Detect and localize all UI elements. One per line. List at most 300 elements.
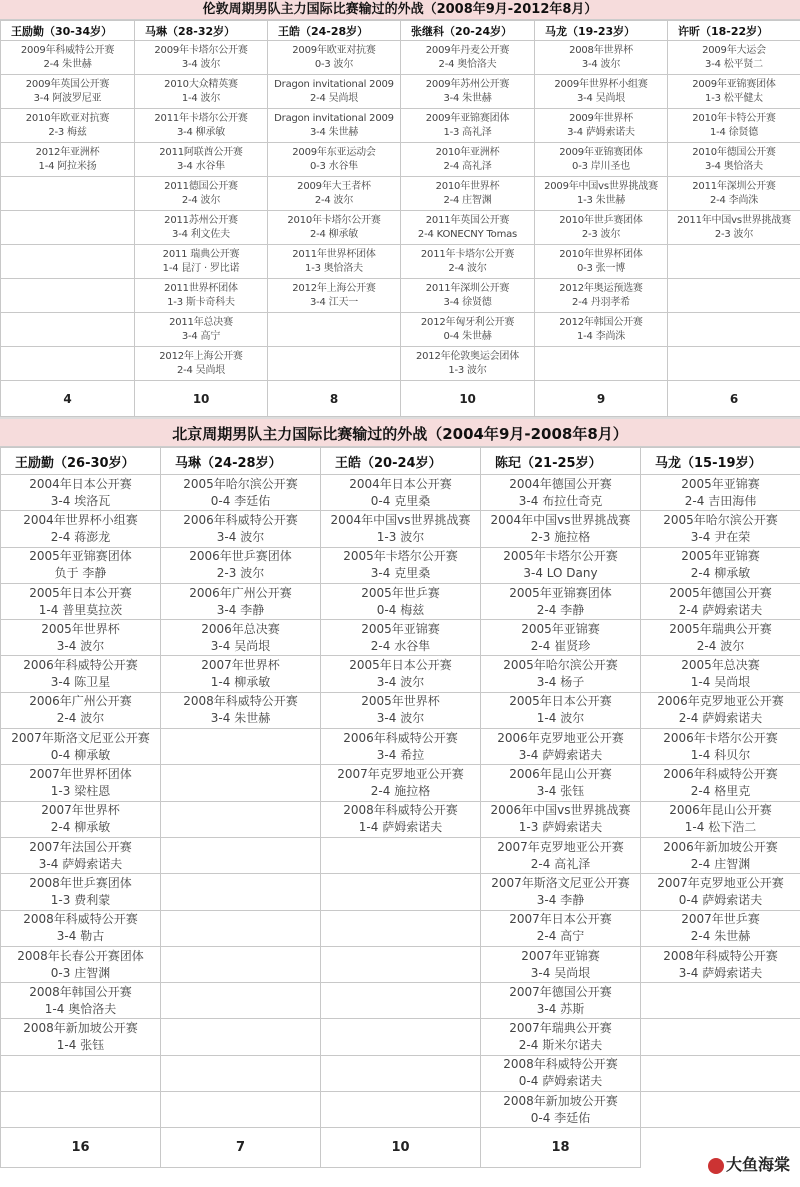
match-result: 2-4 柳承敏: [690, 566, 751, 581]
table-cell: [641, 1055, 800, 1091]
table-cell: [481, 1092, 641, 1128]
tournament-name: 2011年卡塔尔公开赛: [154, 112, 248, 124]
table-cell: [161, 656, 321, 692]
match-result: 1-4 张钰: [56, 1038, 105, 1053]
match-entry: [481, 1020, 640, 1054]
match-result: 1-4 柳承敏: [210, 675, 271, 690]
tournament-name: 2009年世界杯: [569, 112, 633, 124]
table-row: [1, 946, 800, 982]
tournament-name: 2009年亚锦赛团体: [559, 146, 643, 158]
table-cell: [321, 983, 481, 1019]
table-cell: [481, 983, 641, 1019]
match-entry: [535, 316, 667, 344]
table-cell: [161, 765, 321, 801]
match-result: 2-4 施拉格: [370, 784, 431, 799]
tournament-name: 2008年科威特公开赛: [23, 912, 138, 927]
match-entry: [135, 180, 267, 208]
match-entry: [668, 180, 800, 208]
column-header: 马琳（28-32岁）: [135, 21, 268, 41]
tournament-name: 2005年哈尔滨公开赛: [663, 512, 778, 527]
table2-title: 北京周期男队主力国际比赛输过的外战（2004年9月-2008年8月）: [0, 417, 800, 447]
table-cell: [641, 475, 800, 511]
tournament-name: 2012年韩国公开赛: [559, 316, 643, 328]
match-entry: [401, 78, 534, 106]
table1-header-row: [1, 21, 800, 41]
tournament-name: 2005年亚锦赛: [681, 549, 760, 564]
table-cell: [1, 946, 161, 982]
match-result: 0-4 萨姆索诺夫: [518, 1074, 603, 1089]
match-entry: [668, 112, 800, 140]
tournament-name: 2010年德国公开赛: [692, 146, 776, 158]
match-result: 3-4 张钰: [536, 784, 585, 799]
match-entry: [481, 802, 640, 836]
tournament-name: 2005年亚锦赛团体: [29, 549, 132, 564]
match-entry: [135, 112, 267, 140]
table-cell: [481, 583, 641, 619]
match-result: 2-3 波尔: [714, 228, 754, 240]
table-cell: [1, 1019, 161, 1055]
table-cell: [481, 547, 641, 583]
match-result: 1-4 徐贤德: [709, 126, 759, 138]
match-result: 1-4 科贝尔: [690, 747, 751, 762]
table-cell: [481, 765, 641, 801]
table-cell: [161, 983, 321, 1019]
match-result: 3-4 利文佐夫: [172, 228, 230, 240]
tournament-name: 2011年中国vs世界挑战赛: [677, 214, 791, 226]
table-row: [1, 692, 800, 728]
table-row: [1, 547, 800, 583]
tournament-name: 2010年欧亚对抗赛: [25, 112, 110, 124]
tournament-name: 2005年日本公开赛: [349, 658, 452, 673]
match-result: 2-4 奥恰洛夫: [438, 58, 497, 70]
match-entry: [535, 112, 667, 140]
match-result: 1-3 高礼泽: [443, 126, 492, 138]
table-row: [1, 837, 800, 873]
table-cell: [641, 983, 800, 1019]
match-entry: [161, 621, 320, 655]
match-entry: [481, 730, 640, 764]
match-entry: [641, 512, 800, 546]
table-cell: [135, 245, 268, 279]
match-entry: [1, 657, 160, 691]
table-cell: [481, 910, 641, 946]
tournament-name: 2010年世界杯: [435, 180, 500, 192]
tournament-name: 2009年亚锦赛团体: [425, 112, 510, 124]
tournament-name: 2011年卡塔尔公开赛: [420, 248, 515, 260]
match-result: 1-4 阿拉米扬: [38, 160, 97, 172]
tournament-name: 2005年世界杯: [361, 694, 440, 709]
match-result: 3-4 萨姆索诺夫: [678, 965, 763, 980]
match-result: 3-4 克里桑: [370, 566, 431, 581]
tournament-name: 2005年日本公开赛: [29, 585, 132, 600]
tournament-name: 2007年世界杯团体: [29, 767, 132, 782]
match-entry: [1, 512, 160, 546]
tournament-name: 2004年中国vs世界挑战赛: [330, 512, 471, 527]
table-cell: [1, 177, 135, 211]
table-cell: [401, 279, 535, 313]
match-entry: [481, 657, 640, 691]
loss-count: 10: [401, 381, 535, 417]
table-cell: [481, 1055, 641, 1091]
match-entry: [321, 548, 480, 582]
match-result: 3-4 李静: [216, 602, 265, 617]
tournament-name: 2006年克罗地亚公开赛: [657, 694, 784, 709]
tournament-name: 2008年韩国公开赛: [29, 984, 132, 999]
match-entry: [641, 657, 800, 691]
table-cell: [1, 801, 161, 837]
table-cell: [668, 109, 800, 143]
table-cell: [321, 547, 481, 583]
match-entry: [135, 78, 267, 106]
tournament-name: 2012年奥运预选赛: [559, 282, 643, 294]
loss-count: 10: [321, 1128, 481, 1168]
match-result: 2-4 高礼泽: [443, 160, 492, 172]
loss-count: 7: [161, 1128, 321, 1168]
match-result: 2-4 萨姆索诺夫: [678, 711, 763, 726]
match-entry: [481, 911, 640, 945]
match-result: 1-4 吴尚垠: [690, 675, 751, 690]
match-result: 1-4 奥恰洛夫: [44, 1001, 117, 1016]
match-result: 3-4 奥恰洛夫: [705, 160, 763, 172]
table-cell: [161, 910, 321, 946]
match-entry: [401, 44, 534, 72]
match-result: 2-4 朱世赫: [43, 58, 92, 70]
match-result: 3-4 江天一: [309, 296, 359, 308]
match-result: 3-4 徐贤德: [443, 296, 492, 308]
table-cell: [268, 347, 401, 381]
column-header: 王励勤（30-34岁）: [1, 21, 135, 41]
tournament-name: 2006年昆山公开赛: [509, 767, 612, 782]
match-result: 0-3 波尔: [314, 58, 354, 70]
column-header: 马龙（15-19岁）: [641, 448, 800, 475]
table-cell: [1, 211, 135, 245]
table-cell: [1, 1055, 161, 1091]
match-entry: [321, 512, 480, 546]
table-cell: [481, 1019, 641, 1055]
match-result: 2-4 庄智渊: [690, 856, 751, 871]
table-cell: [641, 910, 800, 946]
tournament-name: 2005年哈尔滨公开赛: [183, 476, 298, 491]
tournament-name: 2004年日本公开赛: [349, 476, 452, 491]
match-entry: [1, 875, 160, 909]
match-result: 0-4 李廷佑: [210, 493, 271, 508]
table-cell: [161, 475, 321, 511]
tournament-name: 2007年斯洛文尼亚公开赛: [491, 875, 630, 890]
match-entry: [535, 248, 667, 276]
tournament-name: 2011 瑞典公开赛: [162, 248, 240, 260]
match-result: 2-4 柳承敏: [50, 820, 111, 835]
match-entry: [268, 180, 400, 208]
match-result: 0-4 克里桑: [370, 493, 431, 508]
tournament-name: 2009年卡塔尔公开赛: [154, 44, 248, 56]
match-entry: [268, 146, 400, 174]
match-entry: [401, 248, 534, 276]
table-row: [1, 211, 800, 245]
match-entry: [1, 548, 160, 582]
match-entry: [161, 585, 320, 619]
match-entry: [481, 1093, 640, 1127]
tournament-name: 2004年中国vs世界挑战赛: [490, 512, 631, 527]
table-cell: [401, 41, 535, 75]
match-result: 0-3 庄智渊: [50, 965, 111, 980]
match-entry: [641, 766, 800, 800]
tournament-name: 2005年亚锦赛: [521, 621, 600, 636]
match-entry: [321, 766, 480, 800]
match-entry: [135, 248, 267, 276]
table-cell: [161, 547, 321, 583]
column-header: 陈玘（21-25岁）: [481, 448, 641, 475]
table-cell: [535, 279, 668, 313]
match-entry: [268, 78, 400, 106]
table-cell: [321, 1092, 481, 1128]
table-cell: [641, 1092, 800, 1128]
table-cell: [161, 692, 321, 728]
table-cell: [481, 692, 641, 728]
tournament-name: 2010年亚洲杯: [435, 146, 500, 158]
table-row: [1, 801, 800, 837]
match-entry: [481, 693, 640, 727]
table-cell: [321, 874, 481, 910]
table-cell: [481, 837, 641, 873]
match-result: 3-4 朱世赫: [210, 711, 271, 726]
match-entry: [481, 1056, 640, 1090]
table-cell: [535, 313, 668, 347]
table-cell: [161, 1019, 321, 1055]
table-cell: [535, 109, 668, 143]
table-cell: [668, 211, 800, 245]
tournament-name: 2004年日本公开赛: [29, 476, 132, 491]
table-row: [1, 109, 800, 143]
match-entry: [481, 984, 640, 1018]
table-cell: [641, 620, 800, 656]
tournament-name: 2009年丹麦公开赛: [425, 44, 510, 56]
tournament-name: 2006年科威特公开赛: [23, 658, 138, 673]
table-row: [1, 765, 800, 801]
table-cell: [401, 143, 535, 177]
tournament-name: 2007年克罗地亚公开赛: [657, 875, 784, 890]
match-result: 2-4 波尔: [696, 638, 745, 653]
table1: [0, 20, 800, 417]
tournament-name: 2005年瑞典公开赛: [669, 621, 772, 636]
table-cell: [321, 692, 481, 728]
tournament-name: 2012年上海公开赛: [292, 282, 376, 294]
table-row: [1, 983, 800, 1019]
match-result: 2-4 波尔: [181, 194, 221, 206]
column-header: 王励勤（26-30岁）: [1, 448, 161, 475]
match-result: 3-4 李静: [536, 892, 585, 907]
table-cell: [161, 583, 321, 619]
table-cell: [1, 347, 135, 381]
table-cell: [1, 511, 161, 547]
match-entry: [535, 180, 667, 208]
match-result: 3-4 朱世赫: [443, 92, 492, 104]
match-entry: [161, 657, 320, 691]
table-cell: [641, 511, 800, 547]
match-entry: [1, 621, 160, 655]
match-entry: [401, 214, 534, 242]
match-result: 2-4 吴尚垠: [176, 364, 226, 376]
table-cell: [535, 211, 668, 245]
match-result: 2-4 吴尚垠: [309, 92, 359, 104]
table-cell: [135, 347, 268, 381]
table-cell: [481, 475, 641, 511]
match-entry: [1, 730, 160, 764]
table-cell: [321, 1019, 481, 1055]
table-row: [1, 910, 800, 946]
column-header: 马龙（19-23岁）: [535, 21, 668, 41]
table-cell: [268, 109, 401, 143]
table-cell: [1, 983, 161, 1019]
table-cell: [161, 1055, 321, 1091]
match-result: 1-3 松平健太: [705, 92, 763, 104]
tournament-name: 2006年总决赛: [201, 621, 280, 636]
table-cell: [268, 211, 401, 245]
match-result: 3-4 苏斯: [536, 1001, 585, 1016]
match-result: 3-4 吴尚垠: [210, 638, 271, 653]
match-entry: [1, 585, 160, 619]
match-result: 3-4 埃洛瓦: [50, 493, 111, 508]
tournament-name: 2008年科威特公开赛: [183, 694, 298, 709]
table-cell: [321, 729, 481, 765]
table-row: [1, 511, 800, 547]
table-cell: [268, 279, 401, 313]
match-result: 0-4 萨姆索诺夫: [678, 892, 763, 907]
table-cell: [321, 511, 481, 547]
loss-count: 9: [535, 381, 668, 417]
match-entry: [135, 214, 267, 242]
match-entry: [268, 112, 400, 140]
match-result: 3-4 LO Dany: [523, 566, 598, 581]
tournament-name: 2006年科威特公开赛: [183, 512, 298, 527]
match-entry: [641, 875, 800, 909]
table-cell: [668, 177, 800, 211]
tournament-name: 2004年德国公开赛: [509, 476, 612, 491]
table-cell: [481, 511, 641, 547]
table-cell: [321, 475, 481, 511]
table-cell: [1, 547, 161, 583]
match-entry: [321, 621, 480, 655]
table-row: [1, 41, 800, 75]
match-entry: [161, 476, 320, 510]
match-entry: [1, 44, 134, 72]
match-result: 1-4 松下浩二: [684, 820, 757, 835]
tournament-name: 2005年世界杯: [41, 621, 120, 636]
match-entry: [641, 802, 800, 836]
match-result: 3-4 尹在荣: [690, 529, 751, 544]
table-cell: [321, 583, 481, 619]
table-cell: [1, 837, 161, 873]
match-result: 2-4 丹羽孝希: [572, 296, 630, 308]
match-result: 2-4 波尔: [448, 262, 487, 274]
tournament-name: 2011阿联酋公开赛: [159, 146, 243, 158]
match-entry: [321, 585, 480, 619]
match-result: 2-4 柳承敏: [309, 228, 359, 240]
table-cell: [641, 692, 800, 728]
tournament-name: 2005年卡塔尔公开赛: [343, 549, 458, 564]
tournament-name: 2005年日本公开赛: [509, 694, 612, 709]
match-entry: [135, 350, 267, 378]
table-cell: [135, 177, 268, 211]
tournament-name: 2007年法国公开赛: [29, 839, 132, 854]
match-result: 1-3 斯卡奇科夫: [167, 296, 235, 308]
match-entry: [481, 839, 640, 873]
match-entry: [641, 585, 800, 619]
table-cell: [641, 729, 800, 765]
table-cell: [268, 177, 401, 211]
table-cell: [535, 347, 668, 381]
tournament-name: 2011年英国公开赛: [425, 214, 510, 226]
column-header: 许昕（18-22岁）: [668, 21, 800, 41]
table-cell: [1, 143, 135, 177]
tournament-name: 2008年科威特公开赛: [343, 803, 458, 818]
tournament-name: 2009年英国公开赛: [25, 78, 110, 90]
table-cell: [535, 75, 668, 109]
table-cell: [161, 946, 321, 982]
match-entry: [1, 1020, 160, 1054]
table-cell: [641, 946, 800, 982]
match-result: 3-4 希拉: [376, 747, 425, 762]
tournament-name: 2009年中国vs世界挑战赛: [544, 180, 658, 192]
tournament-name: 2008年世界杯: [569, 44, 633, 56]
match-result: 2-4 波尔: [314, 194, 354, 206]
match-result: 2-3 施拉格: [530, 529, 591, 544]
match-result: 负于 李静: [54, 566, 107, 581]
match-entry: [641, 911, 800, 945]
match-entry: [1, 693, 160, 727]
match-result: 1-3 费利蒙: [50, 892, 111, 907]
table-cell: [1, 729, 161, 765]
table-cell: [1, 765, 161, 801]
tournament-name: 2011年世界杯团体: [292, 248, 376, 260]
match-result: 3-4 阿波罗尼亚: [33, 92, 102, 104]
tournament-name: 2007年世界杯: [201, 658, 280, 673]
tournament-name: 2007年日本公开赛: [509, 912, 612, 927]
tournament-name: 2009年科威特公开赛: [20, 44, 115, 56]
tournament-name: 2008年长春公开赛团体: [17, 948, 144, 963]
table-row: [1, 583, 800, 619]
table-cell: [321, 620, 481, 656]
match-entry: [1, 146, 134, 174]
match-result: 0-3 岸川圣也: [572, 160, 630, 172]
table-row: [1, 874, 800, 910]
table-cell: [641, 547, 800, 583]
table-row: [1, 656, 800, 692]
table-cell: [641, 583, 800, 619]
table-cell: [535, 41, 668, 75]
table2: [0, 447, 800, 1168]
match-entry: [268, 44, 400, 72]
match-result: 2-4 波尔: [56, 711, 105, 726]
table-cell: [401, 347, 535, 381]
match-result: 3-4 水谷隼: [176, 160, 226, 172]
match-entry: [481, 512, 640, 546]
table-cell: [1, 245, 135, 279]
table-cell: [161, 620, 321, 656]
match-entry: [641, 621, 800, 655]
match-entry: [401, 316, 534, 344]
match-entry: [321, 802, 480, 836]
tournament-name: Dragon invitational 2009: [274, 112, 394, 124]
match-entry: [481, 548, 640, 582]
tournament-name: 2012年上海公开赛: [159, 350, 243, 362]
match-entry: [1, 839, 160, 873]
match-entry: [401, 112, 534, 140]
table-row: [1, 1092, 800, 1128]
table-cell: [268, 245, 401, 279]
match-result: 2-3 波尔: [581, 228, 621, 240]
table-cell: [135, 143, 268, 177]
match-entry: [481, 621, 640, 655]
